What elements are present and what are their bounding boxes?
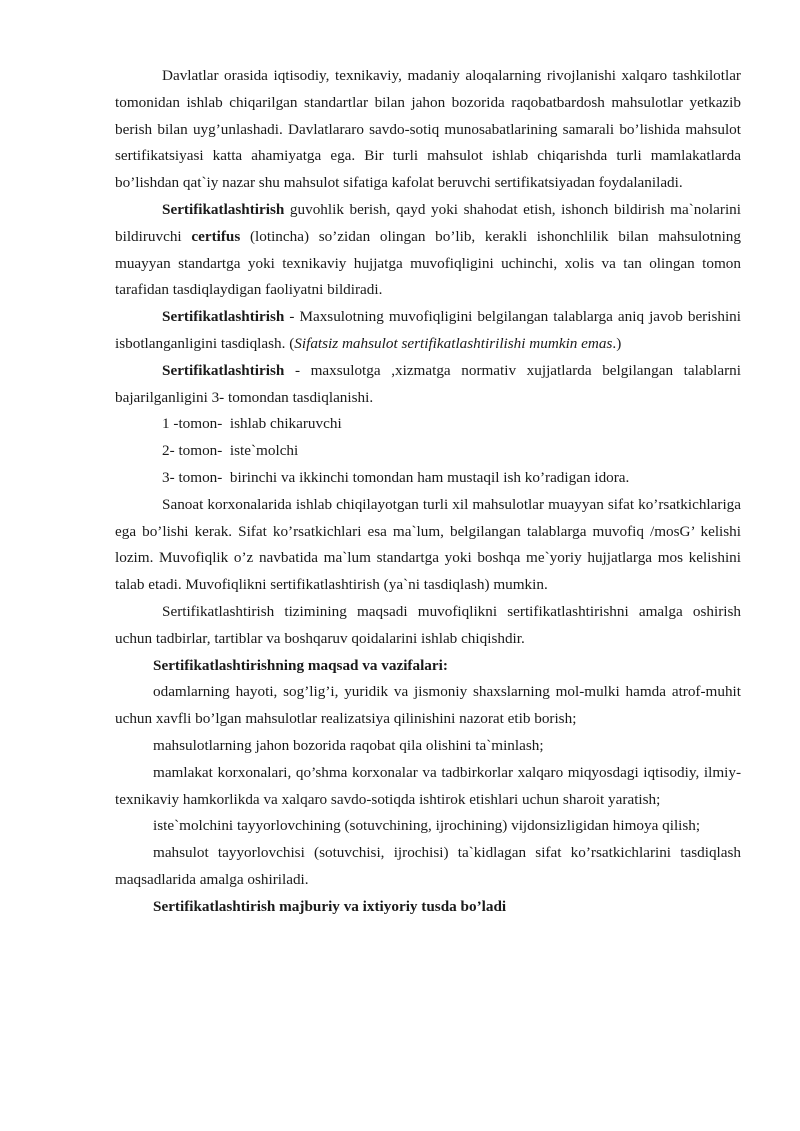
goal-item: mahsulot tayyorlovchisi (sotuvchisi, ijrochisi) ta`kidlagan sifat ko’rsatkichlarini tasdiqlash maqsadlarida amalga oshiriladi.	[115, 844, 741, 888]
goal-item: mamlakat korxonalari, qo’shma korxonalar va tadbirkorlar xalqaro miqyosdagi iqtisodiy, ilmiy-texnikaviy hamkorlikda va xalqaro savdo-sotiqda ishtirok etishlari uchun sharoit yaratish;	[115, 763, 741, 808]
latin-term: certifus	[191, 227, 241, 245]
goal-item: mahsulotlarning jahon bozorida raqobat qila olishini ta`minlash;	[153, 736, 544, 754]
term-bold: Sertifikatlashtirish	[162, 361, 285, 379]
list-item-side-3: 3- tomon- birinchi va ikkinchi tomondan ham mustaqil ish ko’radigan idora.	[162, 468, 630, 486]
section-heading-types: Sertifikatlashtirish majburiy va ixtiyoriy tusda bo’ladi	[153, 897, 507, 915]
definition-text: (lotincha) so’zidan olingan bo’lib, kerakli ishonchlilik bilan mahsulotning muayyan standartga yoki texnikaviy hujjatga muvofiqligini uchinchi, xolis va tan olingan tomon tarafidan tasdiqlaydigan faoliyatni bildiradi.	[115, 227, 741, 299]
term-bold: Sertifikatlashtirish	[162, 308, 285, 326]
definition-text: - Maxsulotning muvofiqligini belgilangan talablarga aniq javob berishini isbotlanganligini tasdiqlash. (	[115, 308, 741, 352]
definition-text: - maxsulotga ,xizmatga normativ xujjatlarda belgilangan talablarni bajarilganligini 3- tomondan tasdiqlanishi.	[115, 361, 741, 406]
paragraph-system-goal: Sertifikatlashtirish tizimining maqsadi muvofiqlikni sertifikatlashtirishni amalga oshirish uchun tadbirlar, tartiblar va boshqaruv qoidalarini ishlab chiqishdir.	[115, 602, 741, 647]
paragraph-intro: Davlatlar orasida iqtisodiy, texnikaviy, madaniy aloqalarning rivojlanishi xalqaro tashkilotlar tomonidan ishlab chiqarilgan standartlar bilan jahon bozorida raqobatbardosh mahsulotlar yetkazib berish bilan uyg’unlashadi. Davlatlararo savdo-sotiq munosabatlarining samarali bo’lishida mahsulot sertifikatsiyasi katta ahamiyatga ega. Bir turli mahsulot ishlab chiqarishda turli mamlakatlarda bo’lishdan qat`iy nazar shu mahsulot sifatiga kafolat beruvchi sertifikatsiyadan foydalaniladi.	[115, 67, 741, 192]
document-page	[115, 63, 741, 921]
paragraph-definition-1	[115, 197, 741, 304]
paragraph-quality: Sanoat korxonalarida ishlab chiqilayotgan turli xil mahsulotlar muayyan sifat ko’rsatkichlariga ega bo’lishi kerak. Sifat ko’rsatkichlari esa ma`lum, belgilangan talablarga muvofiq /mosG’ kelishi lozim. Muvofiqlik o’z navbatida ma`lum standartga yoki boshqa me`yoriy hujjatlarga mos kelishini talab etadi. Muvofiqlikni sertifikatlashtirish (ya`ni tasdiqlash) mumkin.	[115, 495, 741, 594]
goal-item: odamlarning hayoti, sog’lig’i, yuridik va jismoniy shaxslarning mol-mulki hamda atrof-muhit uchun xavfli bo’lgan mahsulotlar realizatsiya qilinishini nazorat etib borish;	[115, 683, 741, 728]
paragraph-definition-2	[115, 304, 741, 358]
list-item-side-1: 1 -tomon- ishlab chikaruvchi	[162, 415, 342, 433]
definition-text: guvohlik berish, qayd yoki shahodat etish, ishonch bildirish ma`nolarini bildiruvchi	[115, 200, 741, 245]
list-item-side-2: 2- tomon- iste`molchi	[162, 442, 299, 460]
section-heading-goals: Sertifikatlashtirishning maqsad va vazifalari:	[153, 656, 448, 674]
paragraph-definition-3	[115, 358, 741, 412]
italic-note: Sifatsiz mahsulot sertifikatlashtirilishi mumkin emas	[294, 334, 613, 352]
goal-item: iste`molchini tayyorlovchining (sotuvchining, ijrochining) vijdonsizligidan himoya qilish;	[153, 817, 701, 835]
definition-tail: .)	[612, 334, 622, 352]
term-bold: Sertifikatlashtirish	[162, 200, 285, 218]
